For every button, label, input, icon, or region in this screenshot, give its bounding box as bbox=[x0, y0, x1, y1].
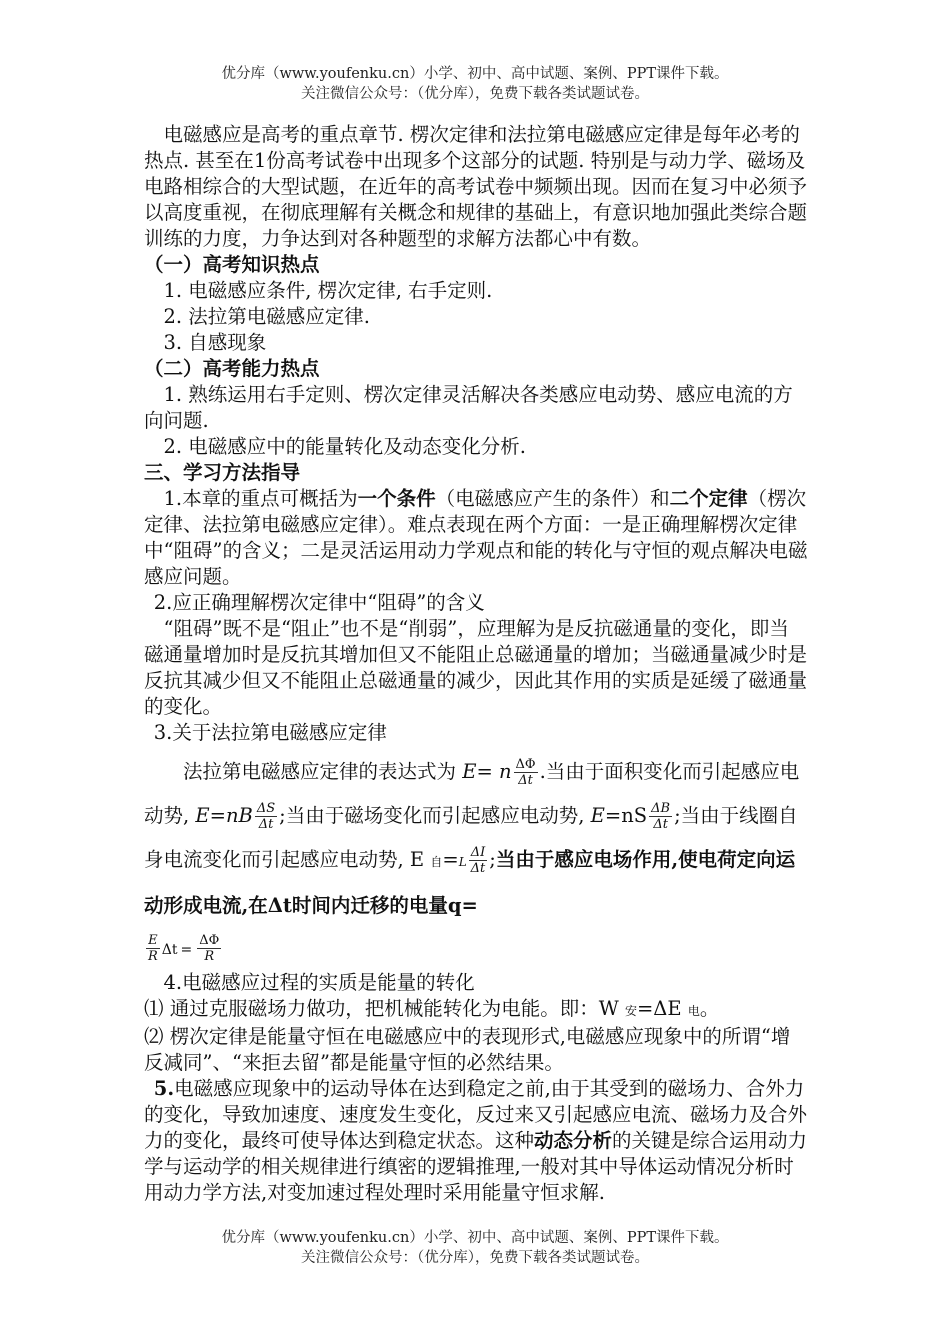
p5-bold: 动态分析 bbox=[534, 1129, 613, 1152]
method-p1-text-b: （电磁感应产生的条件）和 bbox=[435, 487, 670, 510]
faraday-formulas bbox=[144, 750, 808, 928]
section-knowledge-title: （一）高考知识热点 bbox=[144, 253, 320, 276]
p4-item1-text-c: 。 bbox=[699, 997, 720, 1020]
knowledge-item-1: 1. 电磁感应条件, 楞次定律, 右手定则. bbox=[163, 279, 493, 302]
frac-den-dt-4: Δt bbox=[470, 861, 486, 876]
method-paragraph-1 bbox=[144, 486, 808, 590]
charge-formula bbox=[144, 928, 808, 970]
formula-l: L bbox=[458, 855, 467, 869]
method-p1-text-a: 1.本章的重点可概括为 bbox=[163, 487, 358, 510]
frac-den-r: R bbox=[148, 949, 158, 964]
knowledge-item-2: 2. 法拉第电磁感应定律. bbox=[163, 305, 371, 328]
formula-text-b: .当由于面积变化而引起感应电动势, bbox=[144, 760, 800, 827]
frac-den-dt-2: Δt bbox=[258, 817, 274, 832]
frac-num-db: ΔB bbox=[651, 801, 671, 816]
header-line-1: 优分库（www.youfenku.cn）小学、初中、高中试题、案例、PPT课件下载。 bbox=[221, 66, 729, 82]
method-p4-item-2: ⑵ 楞次定律是能量守恒在电磁感应中的表现形式,电磁感应现象中的所谓“增反减同”、“来拒去留”都是能量守恒的必然结果。 bbox=[144, 1025, 791, 1074]
frac-den-dt: Δt bbox=[518, 773, 533, 788]
formula-e: E bbox=[590, 804, 605, 827]
method-p4-title: 4.电磁感应过程的实质是能量的转化 bbox=[163, 971, 475, 994]
formula-semicolon: ; bbox=[489, 848, 496, 871]
frac-num-di: ΔI bbox=[469, 845, 488, 861]
frac-num-dphi: ΔΦ bbox=[515, 757, 536, 772]
formula-dt: Δt bbox=[161, 942, 178, 958]
fraction-di-dt bbox=[469, 845, 488, 876]
intro-paragraph: 电磁感应是高考的重点章节. 楞次定律和法拉第电磁感应定律是每年必考的热点. 甚至在1份高考试卷中出现多个这部分的试题. 特别是与动力学、磁场及电路相综合的大型试题，在近年的高考试卷中频频出现。因而在复习中必须予以高度重视，在彻底理解有关概念和规律的基础上，有意识地加强此类综合题训练的力度，力争达到对各种题型的求解方法都心中有数。 bbox=[144, 123, 808, 250]
formula-e-n: E= n bbox=[462, 760, 512, 783]
formula-bold-charge: 当由于感应电场作用,使电荷定向运动形成电流,在Δt时间内迁移的电量q= bbox=[144, 848, 796, 917]
footer-line-2: 关注微信公众号：（优分库），免费下载各类试题试卷。 bbox=[301, 1250, 649, 1266]
formula-text-a: 法拉第电磁感应定律的表达式为 bbox=[183, 760, 463, 783]
frac-den-r-2: R bbox=[204, 949, 215, 964]
method-paragraph-5 bbox=[144, 1076, 808, 1206]
method-p2-title: 2.应正确理解楞次定律中“阻碍”的含义 bbox=[153, 591, 485, 614]
fraction-ds-dt bbox=[255, 801, 277, 832]
knowledge-item-3: 3. 自感现象 bbox=[163, 331, 267, 354]
fraction-dphi-r bbox=[197, 933, 221, 964]
formula-ns: =nS bbox=[604, 804, 648, 827]
page-header bbox=[0, 64, 950, 104]
header-line-2: 关注微信公众号：（优分库），免费下载各类试题试卷。 bbox=[301, 86, 649, 102]
method-p1-bold-b: 二个定律 bbox=[669, 487, 748, 510]
p5-number: 5. bbox=[153, 1077, 175, 1100]
document-body bbox=[144, 122, 808, 1206]
section-method-title: 三、学习方法指导 bbox=[144, 461, 301, 484]
formula-e-nb: E=nB bbox=[195, 804, 253, 827]
formula-equals-l: = bbox=[442, 848, 459, 871]
fraction-e-r bbox=[146, 933, 160, 964]
subscript-dian: 电 bbox=[687, 1004, 700, 1018]
subscript-an: 安 bbox=[624, 1004, 637, 1018]
p5-text-b: 的关键是综合运用动力学与运动学的相关规律进行缜密的逻辑推理,一般对其中导体运动情况分析时用动力学方法,对变加速过程处理时采用能量守恒求解. bbox=[144, 1129, 808, 1204]
p4-item1-text-a: ⑴ 通过克服磁场力做功，把机械能转化为电能。即：W bbox=[144, 997, 625, 1020]
ability-item-1: 1. 熟练运用右手定则、楞次定律灵活解决各类感应电动势、感应电流的方向问题. bbox=[144, 383, 793, 432]
formula-text-c: ;当由于磁场变化而引起感应电动势, bbox=[279, 804, 591, 827]
method-p4-item-1 bbox=[144, 996, 808, 1024]
frac-num-e: E bbox=[146, 933, 160, 949]
subscript-zi: 自 bbox=[430, 855, 443, 869]
method-p1-text-c: （楞次定律、法拉第电磁感应定律）。难点表现在两个方面：一是正确理解楞次定律中“阻碍”的含义；二是灵活运用动力学观点和能的转化与守恒的观点解决电磁感应问题。 bbox=[144, 487, 808, 588]
p5-text-a: 电磁感应现象中的运动导体在达到稳定之前,由于其受到的磁场力、合外力的变化，导致加速度、速度发生变化，反过来又引起感应电流、磁场力及合外力的变化，最终可使导体达到稳定状态。这种 bbox=[144, 1077, 808, 1152]
formula-text-d: ;当由于线圈自身电流变化而引起感应电动势, E bbox=[144, 804, 798, 871]
method-p3-title: 3.关于法拉第电磁感应定律 bbox=[153, 721, 387, 744]
formula-equals: = bbox=[180, 942, 193, 958]
page-footer bbox=[0, 1228, 950, 1268]
frac-num-dphi-2: ΔΦ bbox=[199, 933, 220, 948]
frac-num-ds: ΔS bbox=[256, 801, 276, 816]
fraction-db-dt bbox=[649, 801, 672, 832]
ability-item-2: 2. 电磁感应中的能量转化及动态变化分析. bbox=[163, 435, 527, 458]
method-p2-body: “阻碍”既不是“阻止”也不是“削弱”，应理解为是反抗磁通量的变化，即当磁通量增加时是反抗其增加但又不能阻止总磁通量的增加；当磁通量减少时是反抗其减少但又不能阻止总磁通量的减少，因此其作用的实质是延缓了磁通量的变化。 bbox=[144, 617, 808, 718]
footer-line-1: 优分库（www.youfenku.cn）小学、初中、高中试题、案例、PPT课件下载。 bbox=[221, 1230, 729, 1246]
frac-den-dt-3: Δt bbox=[653, 817, 668, 832]
p4-item1-text-b: =ΔE bbox=[636, 997, 688, 1020]
section-ability-title: （二）高考能力热点 bbox=[144, 357, 320, 380]
method-p1-bold-a: 一个条件 bbox=[357, 487, 436, 510]
fraction-dphi-dt bbox=[514, 757, 538, 788]
